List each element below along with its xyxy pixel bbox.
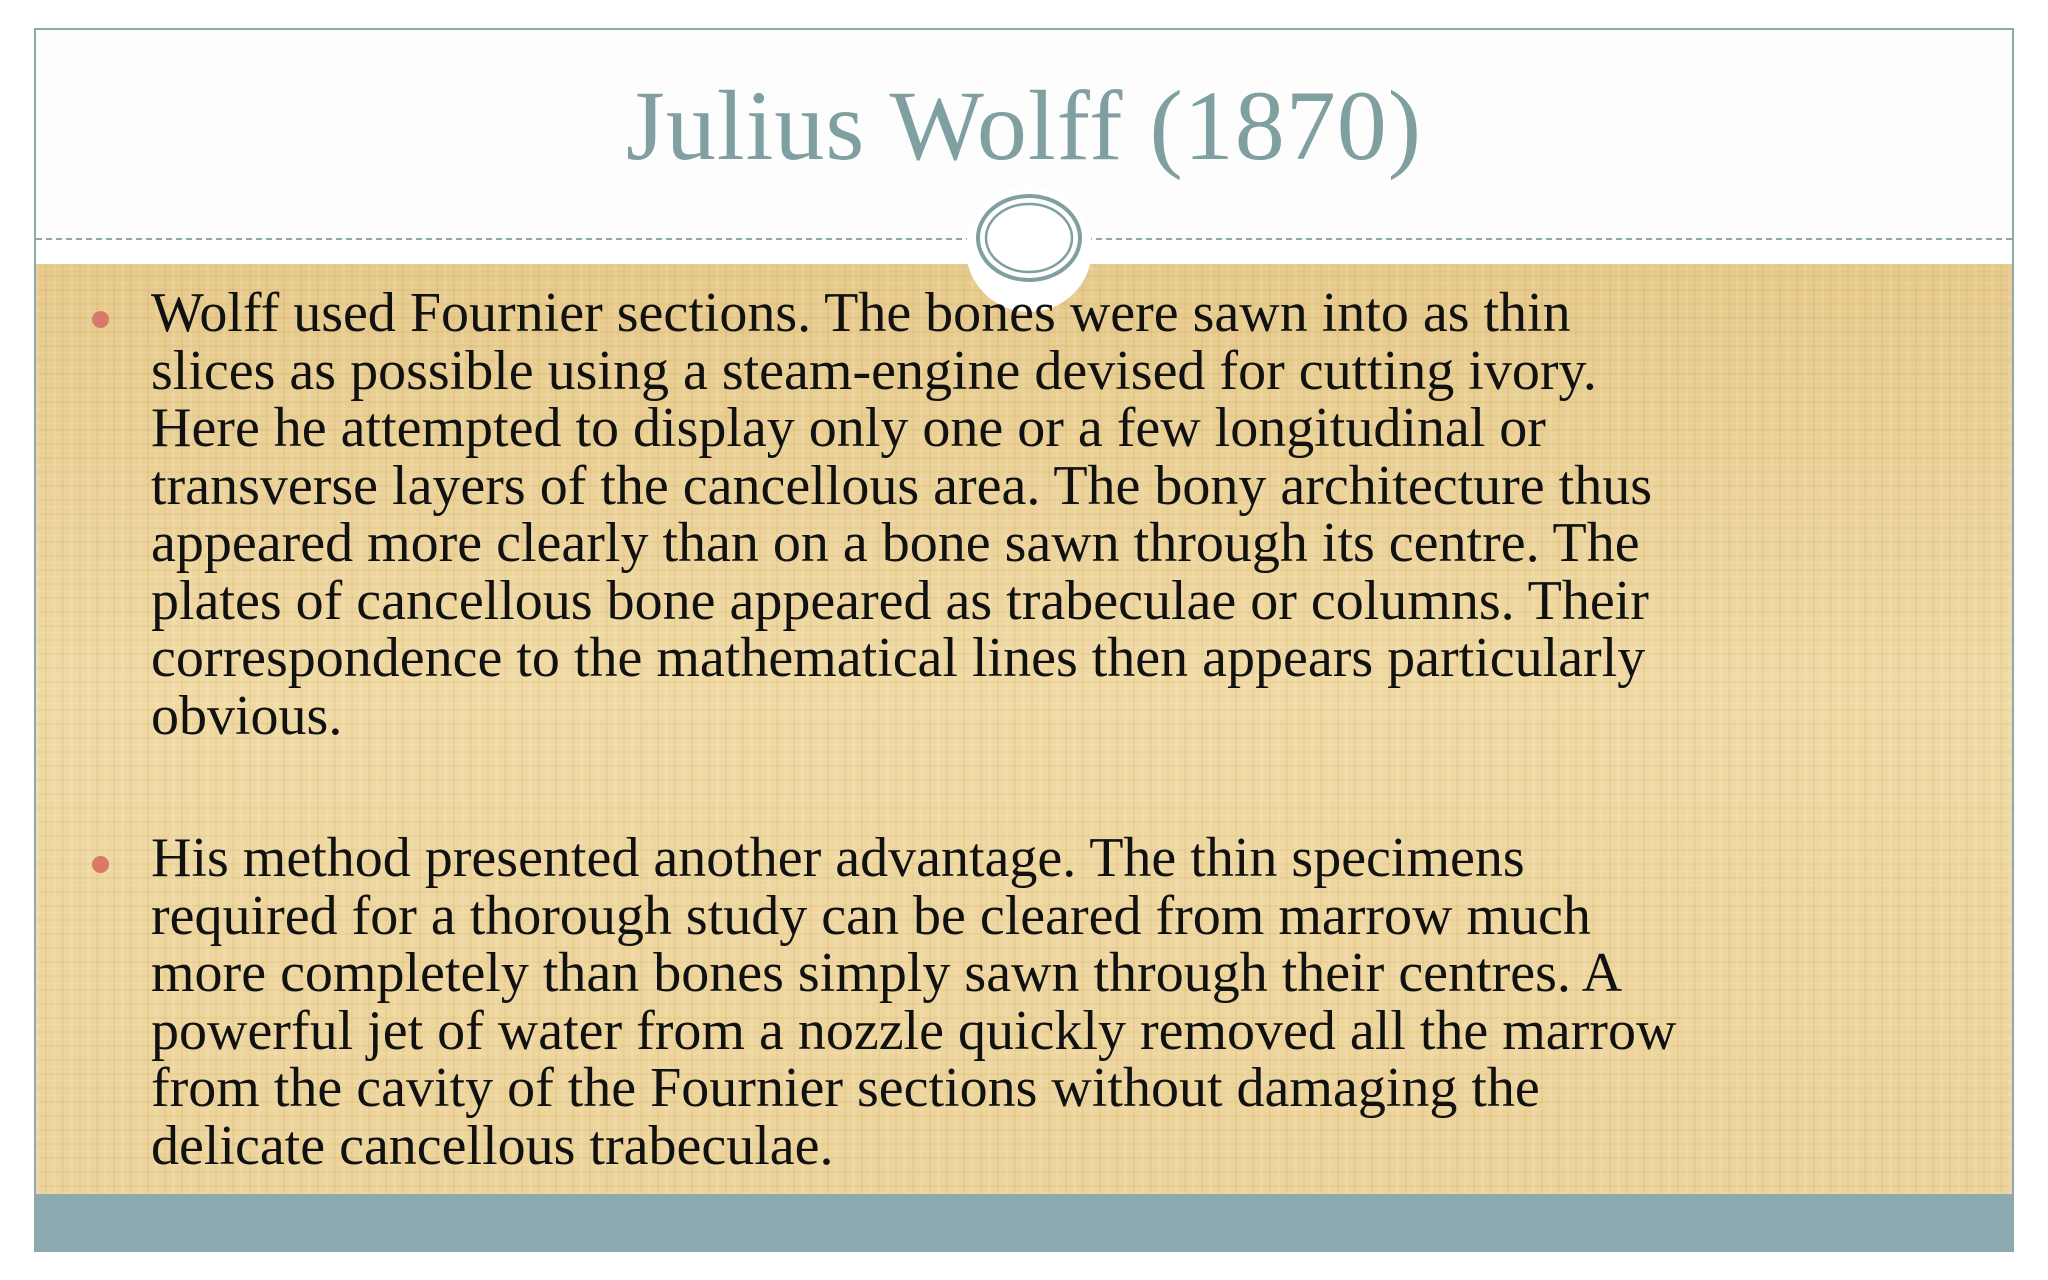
bullet-line: more completely than bones simply sawn through their centres. A <box>151 942 1623 1004</box>
slide-title: Julius Wolff (1870) <box>625 70 1423 181</box>
bullet-text <box>151 827 1981 1177</box>
bullet-line: slices as possible using a steam-engine devised for cutting ivory. <box>151 339 1597 402</box>
bullet-text <box>151 282 1981 747</box>
bullet-line: Wolff used Fournier sections. The bones were sawn into as thin <box>151 282 1571 344</box>
bullet-line: powerful jet of water from a nozzle quickly removed all the marrow <box>151 999 1677 1062</box>
bullet-line: His method presented another advantage. The thin specimens <box>151 827 1525 889</box>
bullet-line: Here he attempted to display only one or a few longitudinal or <box>151 397 1546 459</box>
bullet-line: plates of cancellous bone appeared as trabeculae or columns. Their <box>151 569 1649 632</box>
bullet-line: from the cavity of the Fournier sections without damaging the <box>151 1057 1540 1119</box>
slide <box>34 28 2014 1252</box>
bullet-line: correspondence to the mathematical lines then appears particularly <box>151 627 1646 689</box>
bullet-line: transverse layers of the cancellous area. The bony architecture thus <box>151 454 1652 517</box>
bullet-marker <box>92 311 109 328</box>
bullet-line: appeared more clearly than on a bone sawn through its centre. The <box>151 512 1640 574</box>
bullet-marker <box>92 856 109 873</box>
footer-bar <box>36 1194 2012 1252</box>
bullet-line: delicate cancellous trabeculae. <box>151 1114 834 1177</box>
bullet-line: required for a thorough study can be cleared from marrow much <box>151 884 1591 947</box>
bullet-line: obvious. <box>151 684 343 747</box>
